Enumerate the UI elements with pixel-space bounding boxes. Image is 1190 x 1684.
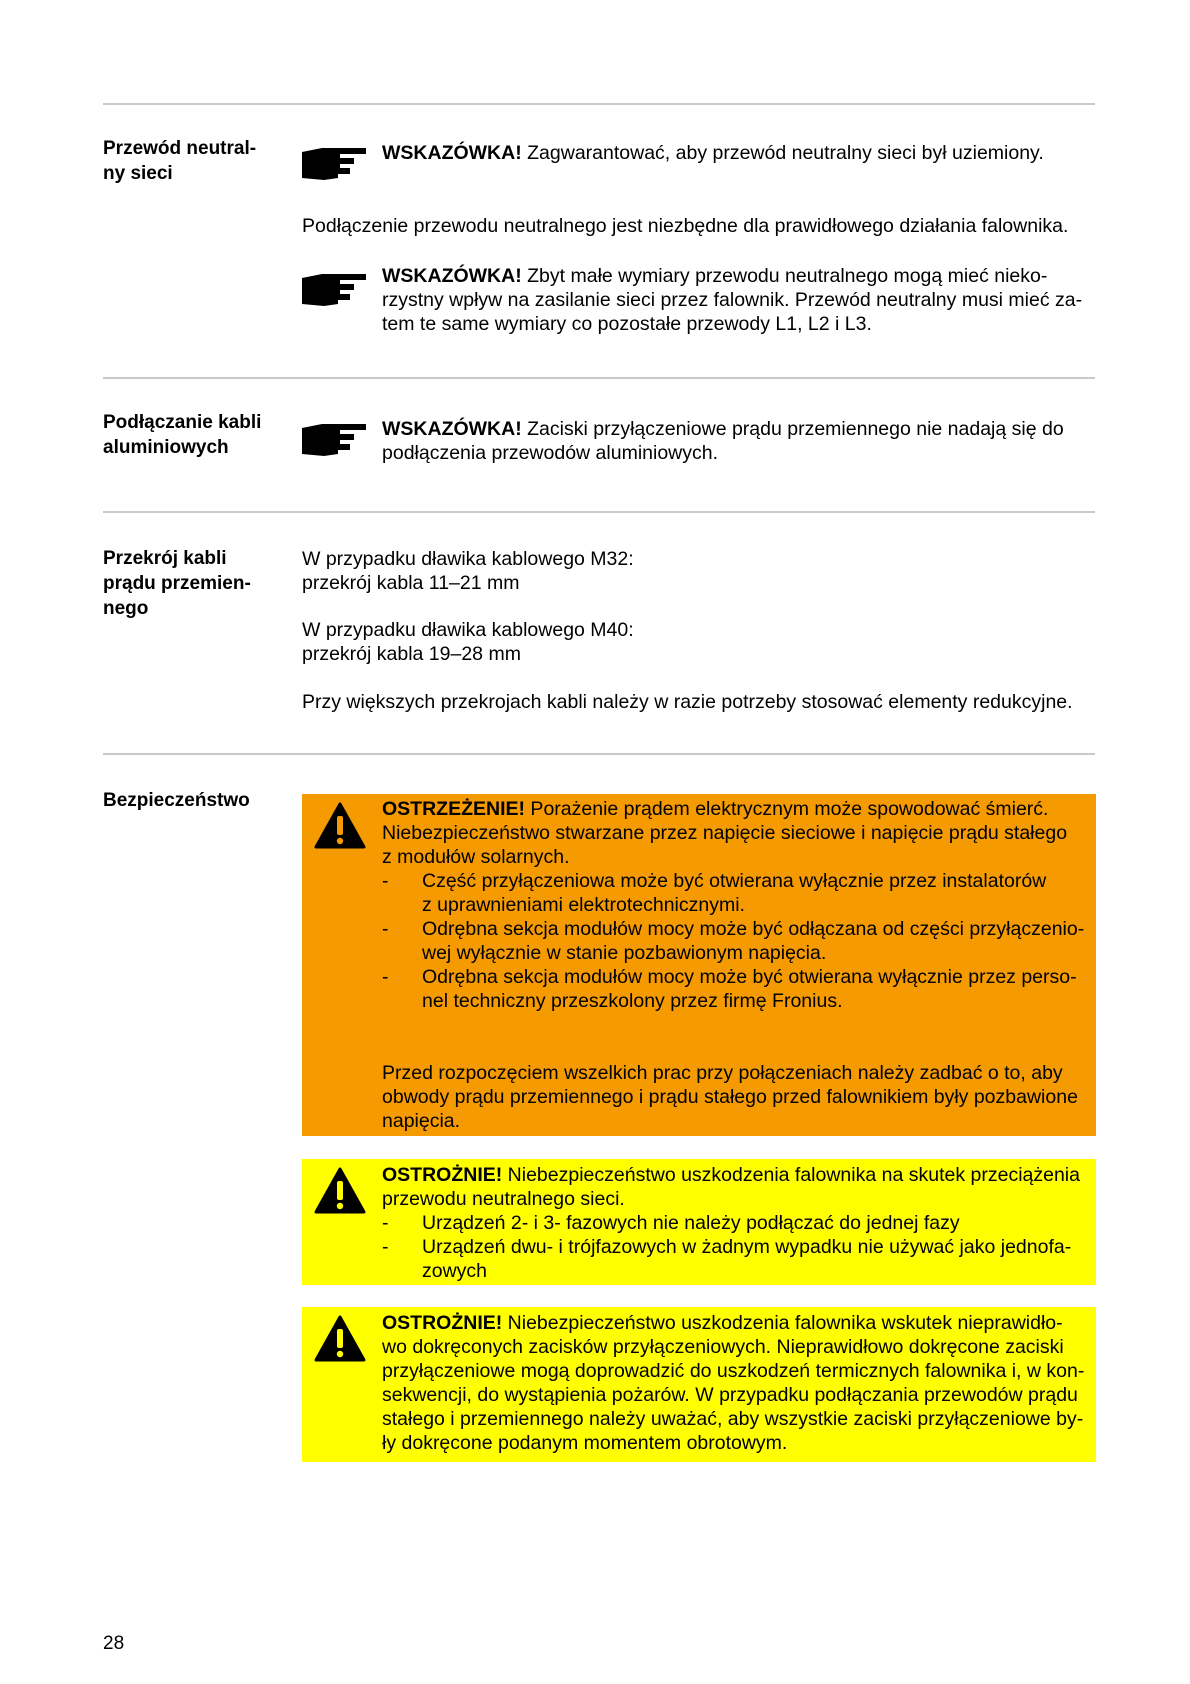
paragraph-neutral-required: Podłączenie przewodu neutralnego jest niezbędne dla prawidłowego działania falownika. — [302, 215, 1069, 237]
paragraph-m32: W przypadku dławika kablowego M32: przekrój kabla 11–21 mm — [302, 548, 634, 594]
warning-outro-text: Przed rozpoczęciem wszelkich prac przy połączeniach należy zadbać o to, aby obwody prądu przemiennego i prądu stałego przed falownikiem były pozbawione napięcia. — [382, 1062, 1078, 1132]
section-heading-neutral: Przewód neutral- ny sieci — [103, 138, 257, 184]
paragraph-m40: W przypadku dławika kablowego M40: przekrój kabla 19–28 mm — [302, 619, 634, 665]
warning-triangle-icon — [314, 802, 366, 850]
caution-box-terminals — [302, 1307, 1096, 1462]
pointing-hand-icon — [300, 268, 372, 310]
note-neutral-dimensions: WSKAZÓWKA! Zbyt małe wymiary przewodu neutralnego mogą mieć nieko- rzystny wpływ na zasilanie sieci przez falownik. Przewód neutralny musi mieć za- tem te same wymiary co pozostałe przewody L1, L2 i L3. — [382, 265, 1083, 335]
list-item: - Urządzeń dwu- i trójfazowych w żadnym wypadku nie używać jako jednofa- zowych — [382, 1236, 1072, 1282]
caution-text: OSTROŻNIE! Niebezpieczeństwo uszkodzenia falownika na skutek przeciążenia przewodu neutralnego sieci. - Urządzeń 2- i 3- fazowych nie należy podłączać do jednej fazy - Urządzeń dwu- i trójfazowych w żadnym wypadku nie używać jako jednofa- zowych — [382, 1163, 1092, 1283]
warning-triangle-icon — [314, 1315, 366, 1363]
section-divider-aluminium — [103, 377, 1095, 379]
paragraph-reduction-elements: Przy większych przekrojach kabli należy w razie potrzeby stosować elementy redukcyjne. — [302, 691, 1073, 713]
list-item: - Odrębna sekcja modułów mocy może być otwierana wyłącznie przez perso- nel techniczny przeszkolony przez firmę Fronius. — [382, 966, 1077, 1012]
page-number: 28 — [103, 1633, 125, 1654]
section-divider-cross-section — [103, 511, 1095, 513]
caution-box-neutral-overload — [302, 1159, 1096, 1285]
pointing-hand-icon — [300, 142, 372, 184]
section-heading-aluminium: Podłączanie kabli aluminiowych — [103, 412, 262, 458]
note-neutral-earthed: WSKAZÓWKA! Zagwarantować, aby przewód neutralny sieci był uziemiony. — [382, 142, 1044, 164]
list-item: - Odrębna sekcja modułów mocy może być odłączana od części przyłączenio- wej wyłącznie w stanie pozbawionym napięcia. — [382, 918, 1085, 964]
warning-box — [302, 794, 1096, 1136]
warning-text: OSTRZEŻENIE! Porażenie prądem elektrycznym może spowodować śmierć. Niebezpieczeństwo stwarzane przez napięcie sieciowe i napięcie prądu stałego z modułów solarnych. - Część przyłączeniowa może być otwierana wyłącznie przez instalatorów z uprawnieniami elektrotechnicznymi. - Odrębna sekcja modułów mocy może być odłączana od części przyłączenio- wej wyłącznie w stanie pozbawionym napięcia. - Odrębna sekcja modułów mocy może być otwierana wyłącznie przez perso- nel techniczny przeszkolony przez firmę Fronius. — [382, 797, 1092, 1013]
list-item: - Urządzeń 2- i 3- fazowych nie należy podłączać do jednej fazy — [382, 1212, 960, 1234]
section-heading-cross-section: Przekrój kabli prądu przemien- nego — [103, 548, 251, 619]
section-heading-safety: Bezpieczeństwo — [103, 790, 250, 811]
list-item: - Część przyłączeniowa może być otwierana wyłącznie przez instalatorów z uprawnieniami elektrotechnicznymi. — [382, 870, 1047, 916]
warning-triangle-icon — [314, 1167, 366, 1215]
pointing-hand-icon — [300, 418, 372, 460]
section-divider-safety — [103, 753, 1095, 755]
note-aluminium: WSKAZÓWKA! Zaciski przyłączeniowe prądu przemiennego nie nadają się do podłączenia przewodów aluminiowych. — [382, 418, 1064, 464]
caution-text: OSTROŻNIE! Niebezpieczeństwo uszkodzenia falownika wskutek nieprawidło- wo dokręconych zacisków przyłączeniowych. Nieprawidłowo dokręcone zaciski przyłączeniowe mogą doprowadzić do uszkodzeń termicznych falownika i, w kon- sekwencji, do wystąpienia pożarów. W przypadku podłączania przewodów prądu stałego i przemiennego należy uważać, aby wszystkie zaciski przyłączeniowe by- ły dokręcone podanym momentem obrotowym. — [382, 1312, 1085, 1454]
section-divider-top — [103, 103, 1095, 105]
